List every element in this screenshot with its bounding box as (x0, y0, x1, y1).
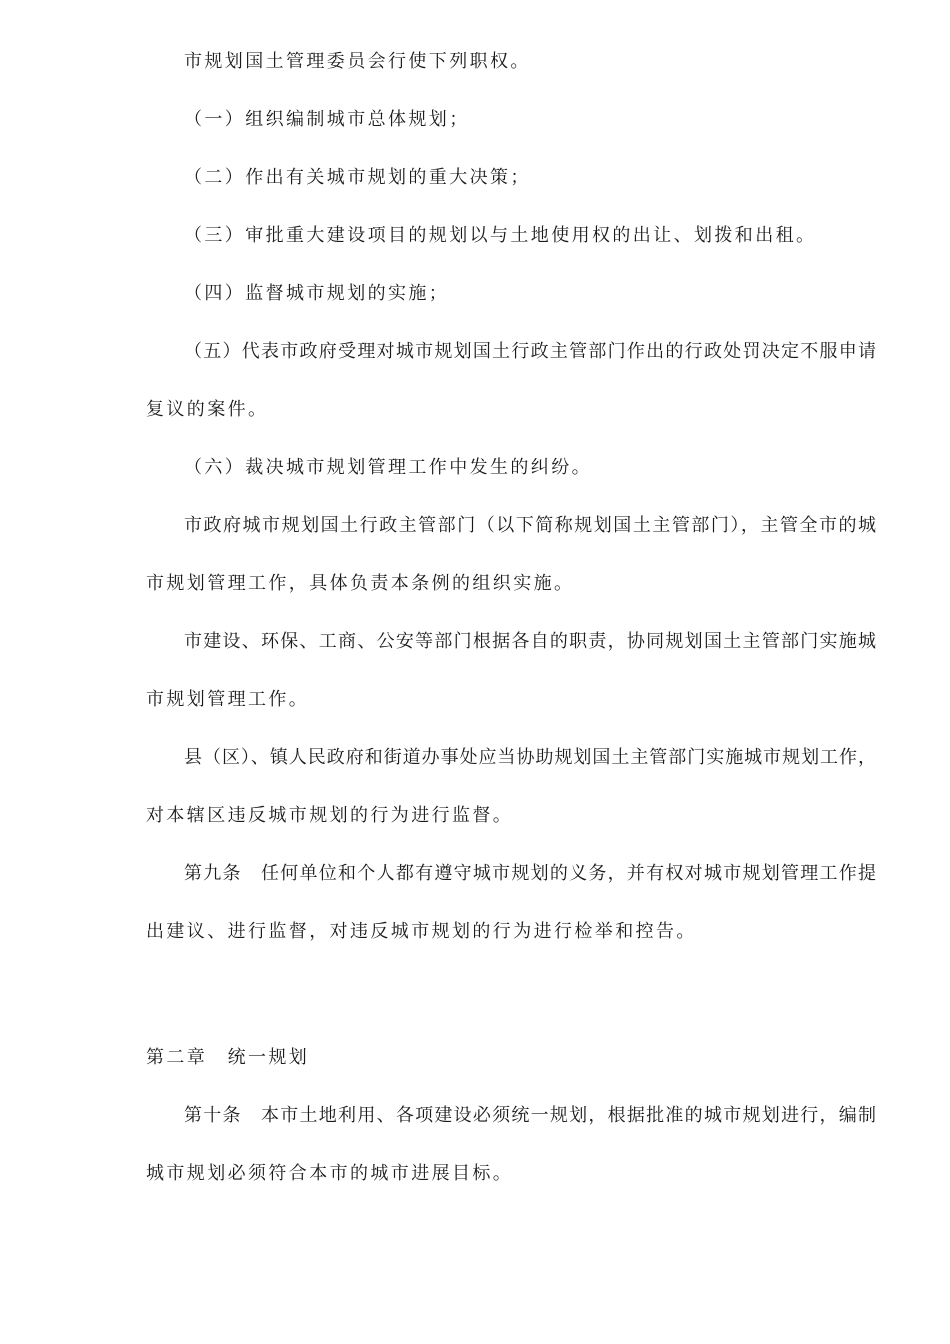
list-item: （五）代表市政府受理对城市规划国土行政主管部门作出的行政处罚决定不服申请 (184, 341, 876, 362)
list-item: （一）组织编制城市总体规划； (184, 109, 470, 130)
text-line: 市建设、环保、工商、公安等部门根据各自的职责，协同规划国土主管部门实施城 (184, 631, 876, 652)
list-item: （六）裁决城市规划管理工作中发生的纠纷。 (184, 457, 592, 478)
text-line: 市规划管理工作。 (146, 689, 310, 710)
text-line: 复议的案件。 (146, 399, 269, 420)
list-item: （二）作出有关城市规划的重大决策； (184, 167, 531, 188)
article-nine: 第九条 任何单位和个人都有遵守城市规划的义务，并有权对城市规划管理工作提 (184, 863, 876, 884)
text-line: 出建议、进行监督，对违反城市规划的行为进行检举和控告。 (146, 921, 697, 942)
text-line: 对本辖区违反城市规划的行为进行监督。 (146, 805, 514, 826)
text-line: 市规划管理工作，具体负责本条例的组织实施。 (146, 573, 575, 594)
list-item: （三）审批重大建设项目的规划以与土地使用权的出让、划拨和出租。 (184, 225, 817, 246)
article-ten: 第十条 本市土地利用、各项建设必须统一规划，根据批准的城市规划进行，编制 (184, 1105, 876, 1126)
text-line: 县（区）、镇人民政府和街道办事处应当协助规划国土主管部门实施城市规划工作， (184, 747, 876, 768)
text-line: 市规划国土管理委员会行使下列职权。 (184, 51, 531, 72)
list-item: （四）监督城市规划的实施； (184, 283, 450, 304)
chapter-heading: 第二章 统一规划 (146, 1047, 310, 1068)
text-line: 市政府城市规划国土行政主管部门（以下简称规划国土主管部门），主管全市的城 (184, 515, 876, 536)
text-line: 城市规划必须符合本市的城市进展目标。 (146, 1163, 514, 1184)
